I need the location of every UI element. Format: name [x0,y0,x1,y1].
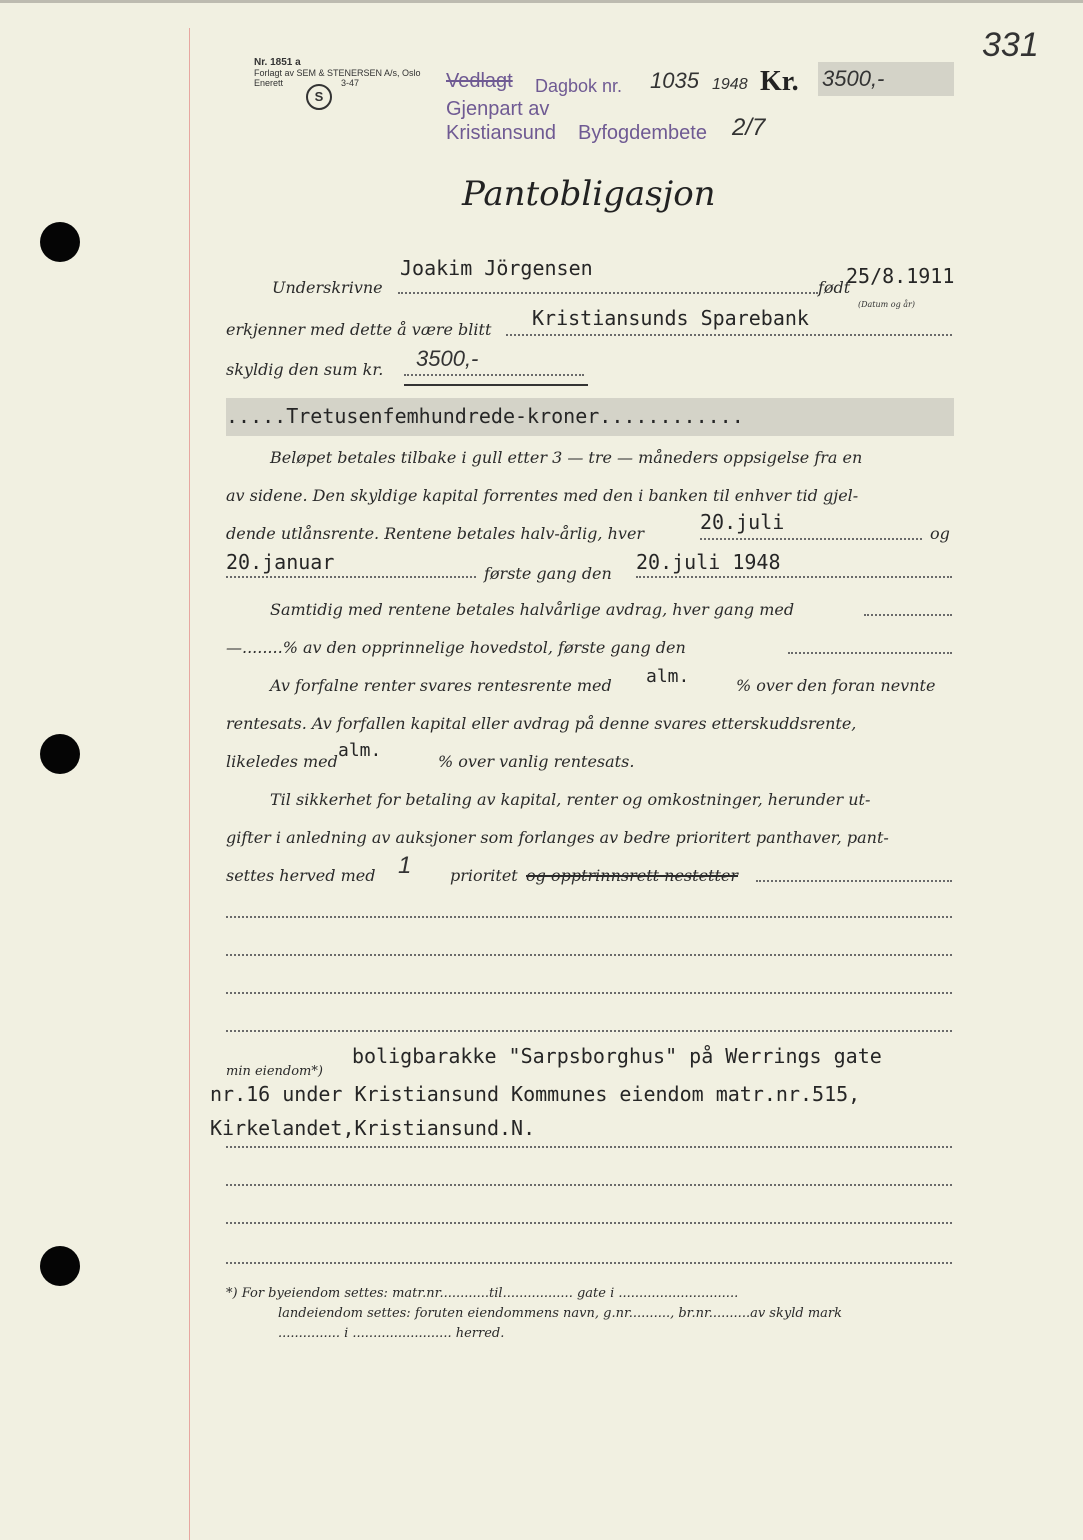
undersigned-label: Underskrivne [272,278,383,297]
creditor-value: Kristiansunds Sparebank [532,306,809,330]
p3-line2: rentesats. Av forfallen kapital eller avdrag på denne svares etterskuddsrente, [226,714,857,733]
owe-underline [404,384,588,386]
stamp-gjenpart: Gjenpart av [446,98,550,120]
p2-line2: —........% av den opprinnelige hovedstol, første gang den [226,638,686,657]
blank-line-6 [226,1184,952,1186]
p1-first-label: første gang den [484,564,612,583]
kr-amount: 3500,- [822,66,885,91]
p1-januar-value: 20.januar [226,550,335,574]
blank-line-8 [226,1262,952,1264]
p4-line1: Til sikkerhet for betaling av kapital, renter og omkostninger, herunder ut- [270,790,871,809]
p4-struck-text: og opptrinnsrett nestetter [526,866,739,885]
p4-priority: 1 [398,852,412,879]
printer-publisher: Forlagt av SEM & STENERSEN A/s, Oslo [254,68,421,78]
blank-line-7 [226,1222,952,1224]
stamp-dagbok: Dagbok nr. [535,76,623,96]
printer-logo-icon: S [306,84,332,110]
p4-line3-dots [756,880,952,882]
p1-line1: Beløpet betales tilbake i gull etter 3 — tre — måneders oppsigelse fra en [270,448,863,467]
p3-line3-a: likeledes med [226,752,338,771]
owe-dots [404,374,584,376]
creditor-dots [506,334,952,336]
p4-line3-b: prioritet [450,866,518,885]
p1-januar-dots [226,576,476,578]
born-value: 25/8.1911 [846,264,955,288]
printer-copyright: Enerett [254,78,284,88]
p2-line1: Samtidig med rentene betales halvårlige avdrag, hver gang med [270,600,795,619]
kr-label: Kr. [760,66,799,97]
footnote-line3: ............... i ........................ herred. [278,1326,505,1341]
p3-alm2: alm. [338,740,382,761]
dagbok-year: 1948 [712,76,748,93]
stamp-byfogdembete: Byfogdembete [578,122,707,144]
footnote-line2: landeiendom settes: foruten eiendommens navn, g.nr.........., br.nr..........av skyld mark [278,1306,842,1321]
owe-value: 3500,- [416,346,479,371]
p3-line1-a: Av forfalne renter svares rentesrente med [270,676,612,695]
margin-line [189,28,190,1540]
p3-line1-b: % over den foran nevnte [736,676,936,695]
punch-hole-bottom [40,1246,80,1286]
undersigned-dots [398,292,818,294]
acknowledge-label: erkjenner med dette å være blitt [226,320,492,339]
property-line1: boligbarakke "Sarpsborghus" på Werrings gate [352,1044,882,1068]
p3-alm1: alm. [646,666,690,687]
blank-line-1 [226,916,952,918]
p3-line3-b: % over vanlig rentesats. [438,752,635,771]
document-title: Pantobligasjon [462,174,716,214]
p1-hver-dots [700,538,922,540]
blank-line-5 [226,1146,952,1148]
p2-line2-dots [788,652,952,654]
stamp-vedlagt: Vedlagt [446,70,513,92]
property-line3: Kirkelandet,Kristiansund.N. [210,1116,536,1140]
owe-label: skyldig den sum kr. [226,360,384,379]
p4-line2: gifter i anledning av auksjoner som forlanges av bedre prioritert panthaver, pant- [226,828,889,847]
page-top-edge [0,0,1083,3]
dagbok-number: 1035 [650,68,699,93]
p1-og: og [930,524,950,543]
p1-line3: dende utlånsrente. Rentene betales halv-årlig, hver [226,524,645,543]
printer-imprint [254,58,421,88]
p2-line1-dots [864,614,952,616]
printer-date: 3-47 [341,78,360,88]
p1-first-value: 20.juli 1948 [636,550,781,574]
blank-line-2 [226,954,952,956]
printer-number: Nr. 1851 a [254,57,301,68]
blank-line-3 [226,992,952,994]
p1-first-dots [636,576,952,578]
born-note: (Datum og år) [858,300,915,309]
footnote-line1: *) For byeiendom settes: matr.nr............til................. gate i ............................. [226,1286,739,1301]
punch-hole-middle [40,734,80,774]
amount-in-words: .....Tretusenfemhundrede-kroner............ [226,404,744,428]
property-line2: nr.16 under Kristiansund Kommunes eiendom matr.nr.515, [210,1082,861,1106]
undersigned-value: Joakim Jörgensen [400,256,593,280]
stamp-kristiansund: Kristiansund [446,122,557,144]
punch-hole-top [40,222,80,262]
p1-line2: av sidene. Den skyldige kapital forrentes med den i banken til enhver tid gjel- [226,486,859,505]
born-label: født [818,278,851,297]
p4-line3-a: settes herved med [226,866,376,885]
p1-hver-value: 20.juli [700,510,785,534]
blank-line-4 [226,1030,952,1032]
stamp-date: 2/7 [732,114,766,141]
property-label: min eiendom*) [226,1064,323,1079]
page-number: 331 [982,26,1039,64]
